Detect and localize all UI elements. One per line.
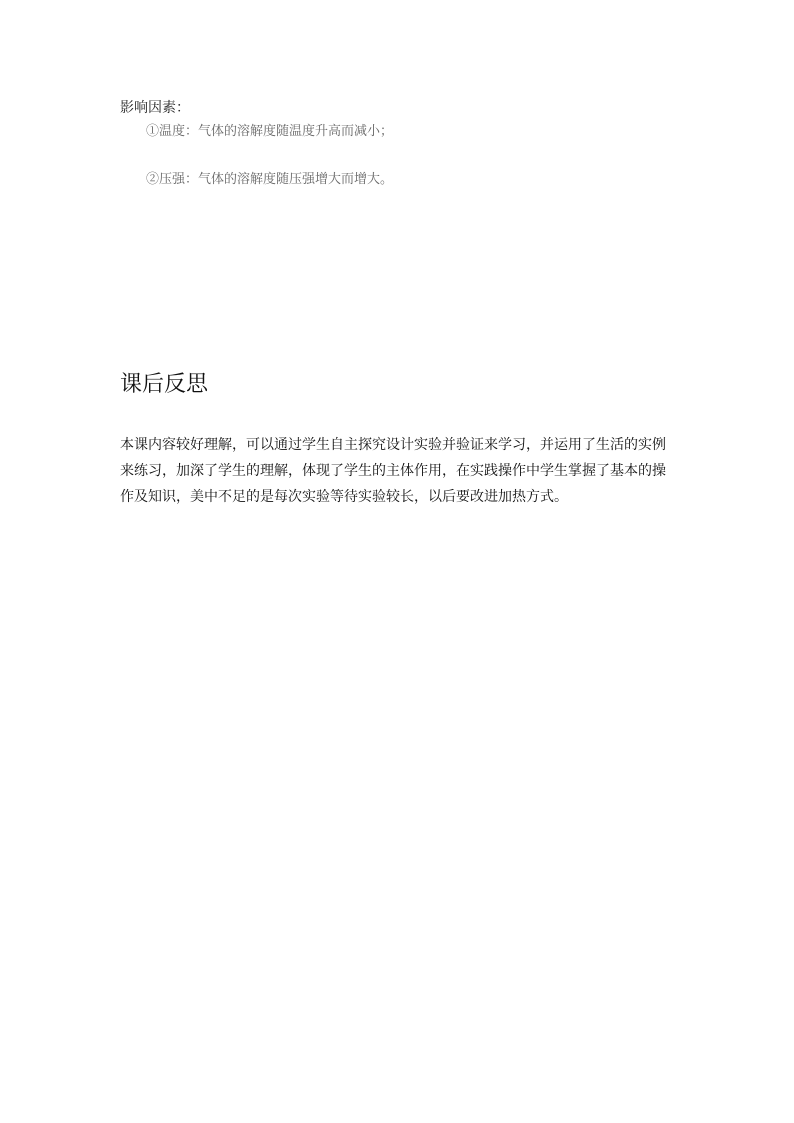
reflection-line-3: 作及知识，美中不足的是每次实验等待实验较长，以后要改进加热方式。 <box>120 489 568 505</box>
reflection-title: 课后反思 <box>120 372 209 397</box>
influencing-factors-heading: 影响因素： <box>120 100 190 116</box>
reflection-paragraph <box>120 432 680 510</box>
factor-pressure: ②压强：气体的溶解度随压强增大而增大。 <box>146 172 394 187</box>
reflection-line-1: 本课内容较好理解，可以通过学生自主探究设计实验并验证来学习，并运用了生活的实例 <box>120 437 666 453</box>
factor-temperature: ①温度：气体的溶解度随温度升高而减小； <box>146 124 394 139</box>
reflection-line-2: 来练习，加深了学生的理解，体现了学生的主体作用，在实践操作中学生掌握了基本的操 <box>120 463 666 479</box>
